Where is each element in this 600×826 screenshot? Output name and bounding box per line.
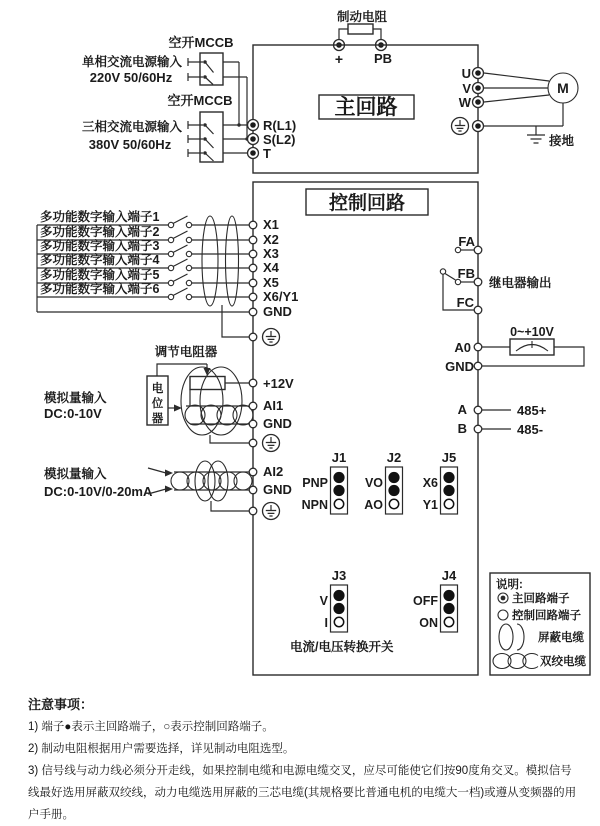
brake-resistor-label: 制动电阻 — [336, 10, 388, 24]
j1-block — [331, 467, 348, 514]
terminal-12v — [249, 379, 257, 387]
x1-label: X1 — [263, 217, 279, 232]
legend-shield-label: 屏蔽电缆 — [538, 632, 584, 644]
ground-symbol-ai1 — [263, 435, 280, 452]
din-label-6: 多功能数字输入端子6 — [40, 282, 160, 296]
terminal-x2 — [249, 236, 257, 244]
j4-bottom-label: ON — [419, 616, 438, 630]
motor-label: M — [557, 80, 569, 96]
terminal-shield-gnd-ai2 — [249, 507, 257, 515]
mccb1-box — [200, 53, 223, 85]
terminal-shield-gnd-din — [249, 333, 257, 341]
j2-name: J2 — [386, 450, 402, 465]
analog-output — [445, 325, 584, 374]
a0-label: A0 — [454, 340, 471, 355]
notes-section — [28, 694, 580, 826]
legend-shield-icon — [499, 624, 524, 650]
a0-range-label: 0~+10V — [510, 325, 554, 339]
single-phase-voltage: 220V 50/60Hz — [89, 70, 173, 85]
ground-symbol-din — [263, 329, 280, 346]
ground-symbol-ai2 — [263, 503, 280, 520]
terminal-x6y1 — [249, 293, 257, 301]
terminal-gnd-a0 — [474, 362, 482, 370]
rs485 — [458, 402, 547, 437]
mccb-three-phase — [82, 93, 247, 162]
note-1: 1) 端子●表示主回路端子，○表示控制回路端子。 — [28, 721, 274, 733]
j2-top-label: VO — [364, 476, 383, 490]
din-label-1: 多功能数字输入端子1 — [40, 210, 160, 224]
x6y1-label: X6/Y1 — [263, 289, 299, 304]
ai2-arrow-top — [165, 470, 173, 477]
j4-block — [441, 585, 458, 632]
terminal-fa — [474, 246, 482, 254]
jumper-j1 — [302, 450, 348, 514]
earth-label: 接地 — [549, 134, 575, 148]
fb-label: FB — [457, 266, 475, 281]
485a-label: A — [457, 402, 467, 417]
note-2: 2) 制动电阻根据用户需要选择，详见制动电阻选型。 — [28, 743, 295, 755]
three-phase-label: 三相交流电源输入 — [81, 120, 183, 134]
shield-cable-symbol-ai1 — [181, 367, 223, 435]
j4-top-label: OFF — [413, 594, 438, 608]
terminal-t — [248, 148, 259, 159]
s-label: S(L2) — [263, 132, 296, 147]
terminal-x4 — [249, 264, 257, 272]
fc-label: FC — [456, 295, 474, 310]
note-3: 3) 信号线与动力线必须分开走线，如果控制电缆和电源电缆交叉，应尽可能使它们按90度角交叉。模拟信号线最好选用屏蔽双绞线，动力电缆选用屏蔽的三芯电缆(其规格要比普通电机的电缆大一档)或遵从变频器的用户手册。 — [28, 765, 577, 821]
terminal-gnd-din — [249, 308, 257, 316]
j5-bottom-label: Y1 — [422, 498, 438, 512]
svg-text:器: 器 — [151, 413, 164, 425]
x5-label: X5 — [263, 275, 279, 290]
j4-name: J4 — [441, 568, 457, 583]
terminal-r — [248, 120, 259, 131]
jumper-j4 — [413, 568, 458, 632]
j3-block — [331, 585, 348, 632]
terminal-ai1 — [249, 402, 257, 410]
j1-top-label: PNP — [302, 476, 328, 490]
jumper-j3 — [320, 568, 348, 632]
vi-switch-label: 电流/电压转换开关 — [290, 640, 394, 654]
j2-block — [386, 467, 403, 514]
three-phase-voltage: 380V 50/60Hz — [88, 137, 172, 152]
legend-title: 说明: — [496, 579, 523, 591]
r-label: R(L1) — [263, 118, 297, 133]
ai1-input-label: 模拟量输入 — [44, 391, 107, 405]
din-label-4: 多功能数字输入端子4 — [40, 253, 160, 267]
j5-name: J5 — [441, 450, 457, 465]
terminal-a0 — [474, 343, 482, 351]
analog-input-ai1 — [44, 344, 294, 452]
legend-twisted-label: 双绞电缆 — [540, 656, 586, 668]
mccb1-label: 空开MCCB — [168, 35, 234, 50]
notes-title: 注意事项： — [28, 697, 94, 712]
w-label: W — [458, 95, 471, 110]
terminal-fc — [474, 306, 482, 314]
ai1-label: AI1 — [263, 398, 284, 413]
gnd-a0-label: GND — [445, 359, 474, 374]
ground-symbol-main — [452, 118, 469, 135]
digital-inputs — [37, 209, 298, 346]
single-phase-label: 单相交流电源输入 — [81, 55, 183, 69]
relay-output — [440, 234, 551, 314]
legend-control-terminal-label: 控制回路端子 — [512, 610, 581, 622]
ai2-label: AI2 — [263, 464, 284, 479]
svg-text:位: 位 — [151, 398, 164, 410]
j1-bottom-label: NPN — [301, 498, 328, 512]
ai2-arrow-bottom — [165, 486, 173, 493]
pb-label: PB — [373, 51, 393, 66]
relay-switch-arm — [445, 274, 456, 281]
terminal-w — [473, 97, 484, 108]
terminal-485a — [474, 406, 482, 414]
control-circuit-title: 控制回路 — [328, 193, 406, 214]
plus-label: + — [334, 51, 344, 67]
din-label-3: 多功能数字输入端子3 — [40, 239, 160, 253]
12v-label: +12V — [263, 376, 294, 391]
terminal-x3 — [249, 250, 257, 258]
gnd-ai2-label: GND — [263, 482, 292, 497]
svg-text:电: 电 — [151, 383, 164, 395]
shield-cable-symbol-din — [202, 216, 218, 306]
jumper-j5 — [423, 450, 458, 514]
j5-block — [441, 467, 458, 514]
din-label-2: 多功能数字输入端子2 — [40, 225, 160, 239]
ai2-input-label: 模拟量输入 — [44, 467, 107, 481]
relay-output-label: 继电器输出 — [489, 276, 552, 290]
terminal-ai2 — [249, 468, 257, 476]
brake-resistor-circuit — [334, 9, 393, 67]
ai2-range-label: DC:0-10V/0-20mA — [44, 484, 153, 499]
j3-name: J3 — [331, 568, 347, 583]
j5-top-label: X6 — [422, 476, 438, 490]
terminal-gnd-ai2 — [249, 486, 257, 494]
j3-bottom-label: I — [324, 616, 328, 630]
jumper-j2 — [364, 450, 402, 514]
ai1-range-label: DC:0-10V — [44, 406, 102, 421]
terminal-v — [473, 83, 484, 94]
terminal-gnd-ai1 — [249, 420, 257, 428]
earth-symbol — [527, 126, 545, 143]
legend-main-terminal-label: 主回路端子 — [512, 593, 570, 605]
485-plus-label: 485+ — [517, 403, 547, 418]
terminal-fb — [474, 278, 482, 286]
j2-bottom-label: AO — [364, 498, 383, 512]
terminal-x1 — [249, 221, 257, 229]
legend-control-terminal-icon — [498, 610, 508, 620]
brake-resistor-symbol — [348, 24, 373, 34]
mccb2-label: 空开MCCB — [167, 93, 233, 108]
v-label: V — [462, 81, 471, 96]
terminal-pe — [473, 121, 484, 132]
mccb2-box — [200, 112, 223, 162]
analog-input-ai2 — [44, 461, 292, 520]
legend-twisted-icon — [493, 654, 538, 669]
t-label: T — [263, 146, 271, 161]
j3-top-label: V — [319, 594, 328, 608]
x4-label: X4 — [263, 260, 279, 275]
terminal-485b — [474, 425, 482, 433]
485-minus-label: 485- — [517, 422, 544, 437]
u-label: U — [461, 66, 471, 81]
terminal-x5 — [249, 279, 257, 287]
x3-label: X3 — [263, 246, 279, 261]
485b-label: B — [457, 421, 467, 436]
din-label-5: 多功能数字输入端子5 — [40, 268, 160, 282]
x2-label: X2 — [263, 232, 279, 247]
terminal-shield-gnd-ai1 — [249, 439, 257, 447]
j1-name: J1 — [331, 450, 347, 465]
twisted-pair-ai2 — [171, 472, 252, 490]
gnd-din-label: GND — [263, 304, 292, 319]
adjust-resistor-label: 调节电阻器 — [154, 345, 218, 359]
main-circuit-title: 主回路 — [334, 96, 398, 119]
terminal-u — [473, 68, 484, 79]
legend — [490, 573, 590, 675]
fa-label: FA — [458, 234, 475, 249]
gnd-ai1-label: GND — [263, 416, 292, 431]
terminal-s — [248, 134, 259, 145]
main-circuit — [248, 45, 579, 173]
